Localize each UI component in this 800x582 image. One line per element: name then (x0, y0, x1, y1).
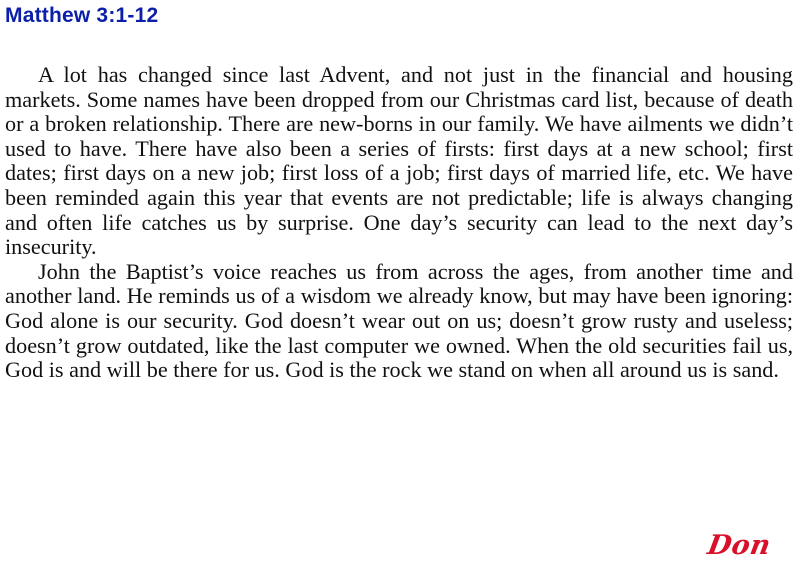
paragraph-2: John the Baptist’s voice reaches us from across the ages, from another time and another land. He reminds us of a wisdom we already know, but may have been ignoring: God alone is our security. God doesn’t wear out on us; doesn’t grow rusty and useless; doesn’t grow outdated, like the last computer we owned. When the old securities fail us, God is and will be there for us. God is the rock we stand on when all around us is sand. (5, 258, 793, 383)
page-title: Matthew 3:1-12 (5, 4, 159, 27)
body-text (5, 63, 793, 383)
author-signature: Don (705, 530, 774, 561)
paragraph-1: A lot has changed since last Advent, and not just in the financial and housing markets. Some names have been dropped from our Christmas card list, because of death or a broken relationship. There are new-borns in our family. We have ailments we didn’t used to have. There have also been a series of firsts: first days at a new school; first dates; first days on a new job; first loss of a job; first days of married life, etc. We have been reminded again this year that events are not predictable; life is always changing and often life catches us by surprise. One day’s security can lead to the next day’s insecurity. (5, 62, 793, 260)
